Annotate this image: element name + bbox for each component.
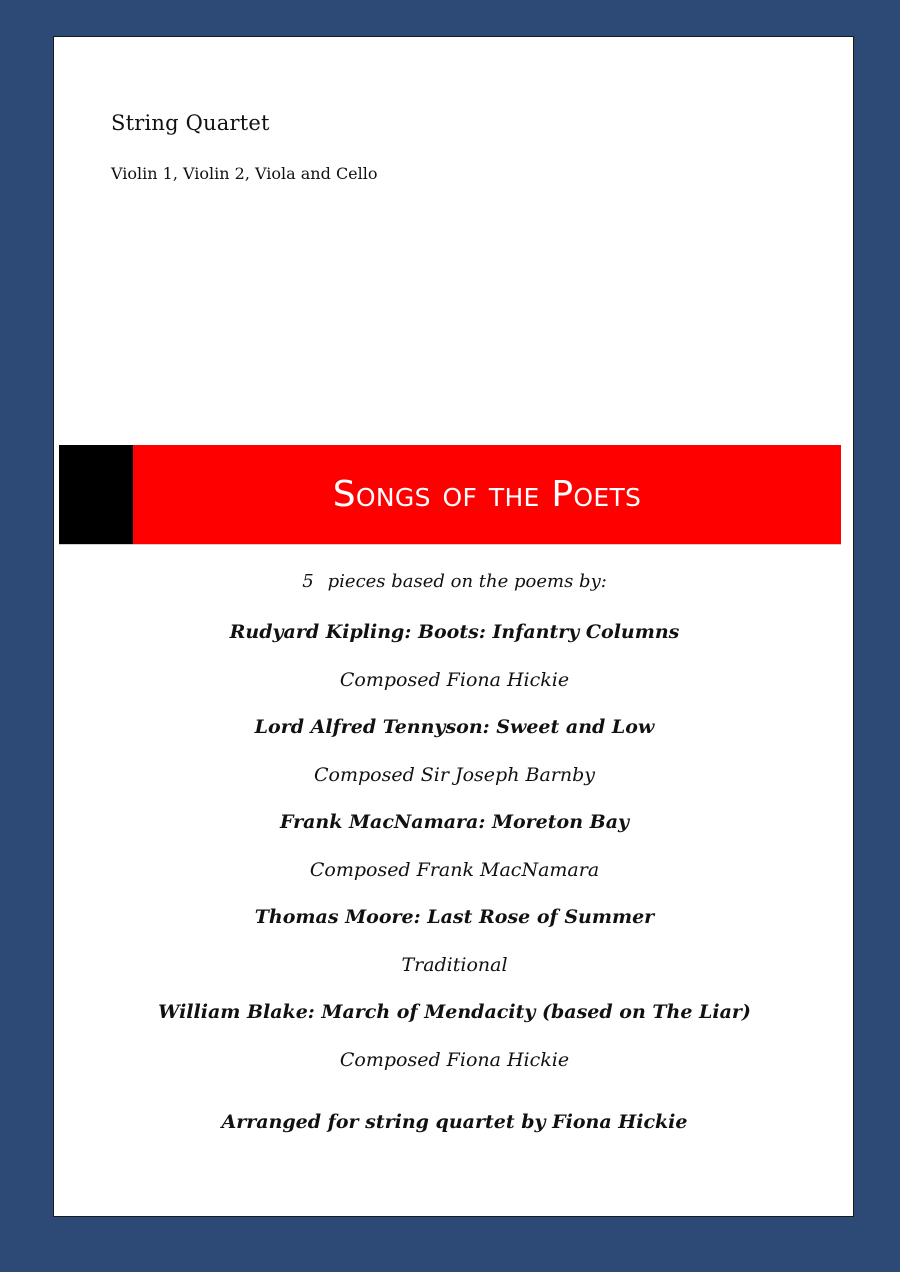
contents-list bbox=[54, 562, 855, 1142]
instrumentation-label: Violin 1, Violin 2, Viola and Cello bbox=[111, 164, 378, 183]
poem-title-4: Thomas Moore: Last Rose of Summer bbox=[254, 906, 655, 928]
composer-credit-5: Composed Fiona Hickie bbox=[339, 1049, 570, 1071]
arranger-credit: Arranged for string quartet by Fiona Hickie bbox=[221, 1111, 688, 1133]
document-page bbox=[53, 36, 854, 1217]
poem-title-2: Lord Alfred Tennyson: Sweet and Low bbox=[254, 716, 655, 738]
poem-title-5: William Blake: March of Mendacity (based on The Liar) bbox=[158, 1001, 751, 1023]
title-banner bbox=[59, 445, 841, 545]
composer-credit-3: Composed Frank MacNamara bbox=[309, 859, 600, 881]
intro-line bbox=[54, 562, 855, 609]
banner-black-block bbox=[59, 445, 133, 544]
composer-credit-4: Traditional bbox=[401, 954, 508, 976]
poem-title-3: Frank MacNamara: Moreton Bay bbox=[279, 811, 630, 833]
intro-text: pieces based on the poems by: bbox=[327, 571, 607, 592]
ensemble-label: String Quartet bbox=[111, 111, 270, 135]
piece-count: 5 bbox=[302, 571, 314, 592]
composer-credit-2: Composed Sir Joseph Barnby bbox=[313, 764, 595, 786]
poem-title-1: Rudyard Kipling: Boots: Infantry Columns bbox=[229, 621, 680, 643]
composer-credit-1: Composed Fiona Hickie bbox=[339, 669, 570, 691]
collection-title: Songs of the Poets bbox=[332, 474, 642, 515]
